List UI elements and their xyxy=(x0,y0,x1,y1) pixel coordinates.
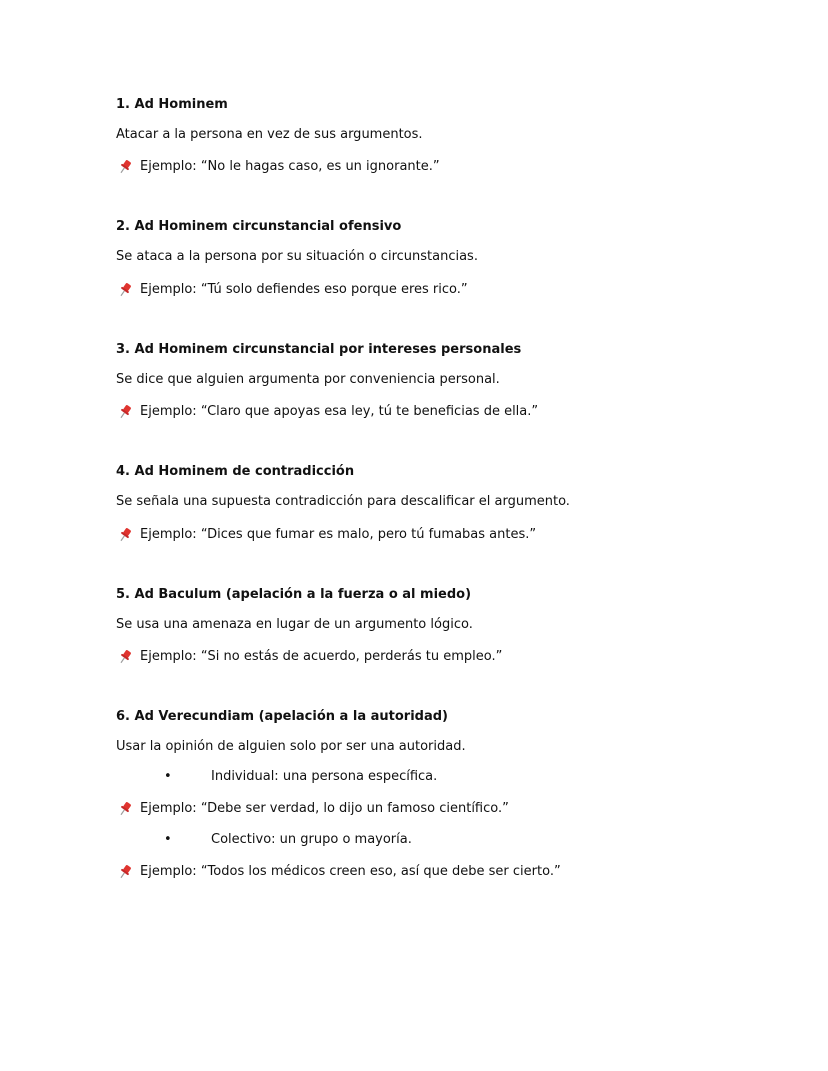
pushpin-icon xyxy=(116,281,134,299)
section-title: 2. Ad Hominem circunstancial ofensivo xyxy=(116,219,402,234)
example-text: Ejemplo: “Claro que apoyas esa ley, tú te beneficias de ella.” xyxy=(140,404,539,419)
example-text: Ejemplo: “Todos los médicos creen eso, así que debe ser cierto.” xyxy=(140,864,561,879)
example-text: Ejemplo: “Tú solo defiendes eso porque eres rico.” xyxy=(140,282,468,297)
section-description: Se señala una supuesta contradicción para descalificar el argumento. xyxy=(116,494,570,509)
pushpin-icon xyxy=(116,403,134,421)
list-item-text: Individual: una persona específica. xyxy=(211,769,438,784)
section-description: Usar la opinión de alguien solo por ser una autoridad. xyxy=(116,739,466,754)
example-text: Ejemplo: “Debe ser verdad, lo dijo un famoso científico.” xyxy=(140,801,509,816)
example-line xyxy=(116,403,538,421)
section-title: 5. Ad Baculum (apelación a la fuerza o al miedo) xyxy=(116,587,472,602)
example-line xyxy=(116,648,502,666)
example-text: Ejemplo: “No le hagas caso, es un ignorante.” xyxy=(140,159,440,174)
pushpin-icon xyxy=(116,158,134,176)
example-text: Ejemplo: “Dices que fumar es malo, pero tú fumabas antes.” xyxy=(140,527,537,542)
section-title: 6. Ad Verecundiam (apelación a la autoridad) xyxy=(116,709,448,724)
bullet-point: • xyxy=(164,769,172,784)
example-line xyxy=(116,526,536,544)
section-description: Atacar a la persona en vez de sus argumentos. xyxy=(116,127,423,142)
bullet-point: • xyxy=(164,832,172,847)
example-line xyxy=(116,158,440,176)
section-description: Se usa una amenaza en lugar de un argumento lógico. xyxy=(116,617,473,632)
section-description: Se ataca a la persona por su situación o circunstancias. xyxy=(116,249,478,264)
example-line xyxy=(116,800,509,818)
pushpin-icon xyxy=(116,526,134,544)
example-line xyxy=(116,281,468,299)
example-text: Ejemplo: “Si no estás de acuerdo, perderás tu empleo.” xyxy=(140,649,503,664)
pushpin-icon xyxy=(116,648,134,666)
section-title: 3. Ad Hominem circunstancial por intereses personales xyxy=(116,342,522,357)
pushpin-icon xyxy=(116,800,134,818)
section-description: Se dice que alguien argumenta por conveniencia personal. xyxy=(116,372,500,387)
example-line xyxy=(116,863,561,881)
list-item-text: Colectivo: un grupo o mayoría. xyxy=(211,832,412,847)
pushpin-icon xyxy=(116,863,134,881)
section-title: 1. Ad Hominem xyxy=(116,97,228,112)
section-title: 4. Ad Hominem de contradicción xyxy=(116,464,355,479)
